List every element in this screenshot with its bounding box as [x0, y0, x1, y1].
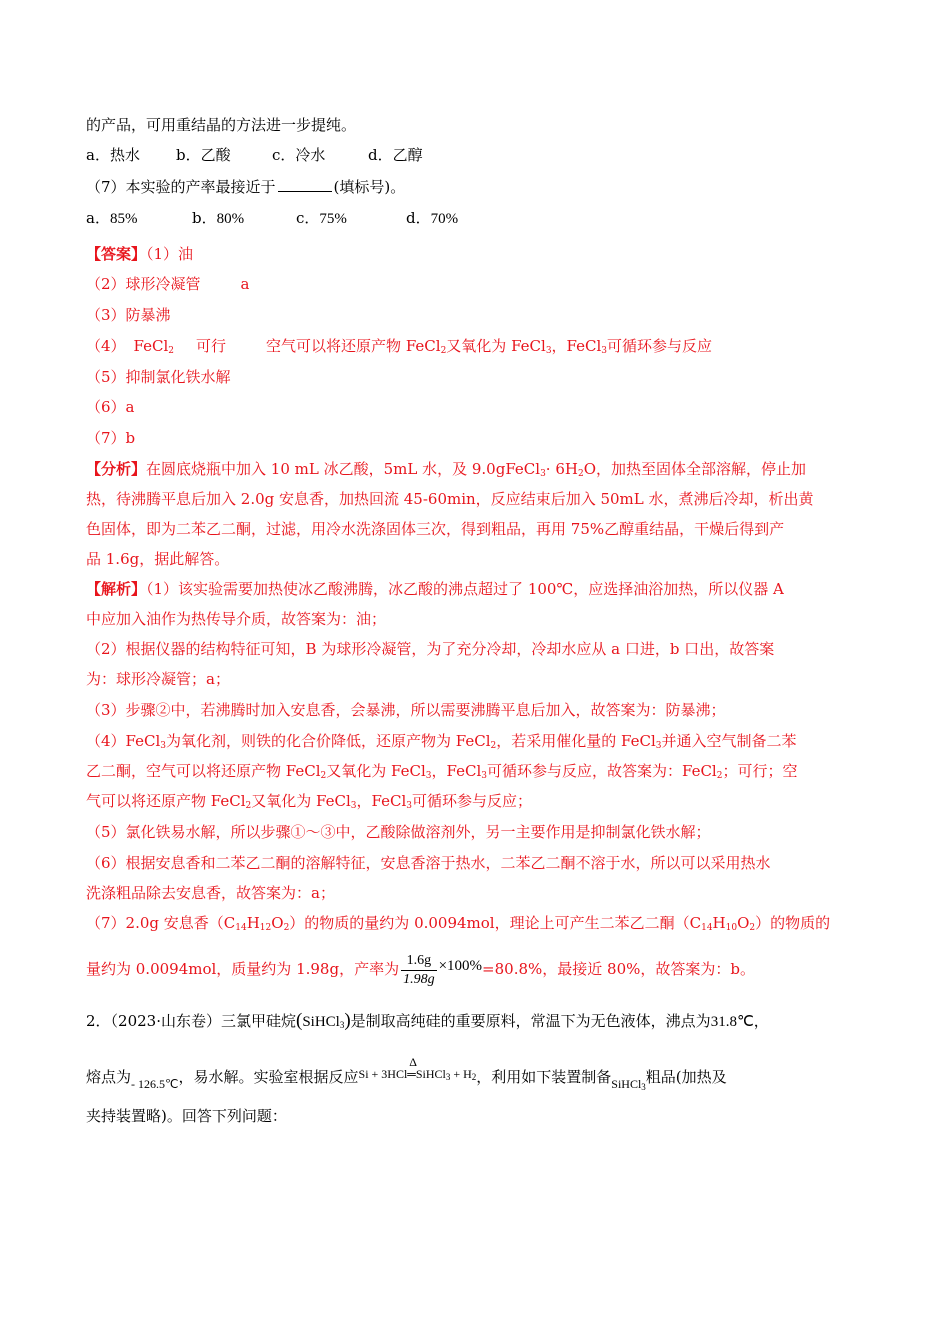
option-a: a．85%	[86, 209, 138, 227]
question2-line-1: 2．（2023·山东卷）三氯甲硅烷(SiHCl$_3$)是制取高纯硅的重要原料，常温下为无色液体，沸点为31.8℃，	[86, 1010, 769, 1031]
question-text	[86, 114, 876, 136]
explanation-7a: （7）2.0g 安息香$(C_{14}H_{12}O_2)$的物质的量约为 0.0094mol，理论上可产生二苯乙二酮$(C_{14}H_{10}O_2)$的物质的	[86, 914, 831, 933]
option-b: b．乙酸	[176, 146, 231, 164]
analysis-line-4: 品 1.6g，据此解答。	[86, 550, 230, 568]
answer-7: （7）b	[86, 429, 136, 447]
answer-5: （5）抑制氯化铁水解	[86, 368, 231, 386]
question-7	[86, 176, 876, 198]
option-a: a．热水	[86, 146, 140, 164]
answer-1: 【答案】（1）油	[86, 245, 194, 263]
answer-4: （4） FeCl$_2$ 可行 空气可以将还原产物 FeCl$_2$又氧化为 FeCl$_3$，FeCl$_3$可循环参与反应	[86, 337, 713, 356]
q7-suffix: (填标号)。	[333, 178, 406, 196]
text: 的产品，可用重结晶的方法进一步提纯。	[86, 116, 357, 134]
options-q6	[86, 144, 876, 166]
explanation-4b: 乙二酮，空气可以将还原产物 FeCl$_2$又氧化为 FeCl$_3$，FeCl$_3$可循环参与反应，故答案为：FeCl$_2$；可行；空	[86, 762, 798, 781]
explanation-2b: 为：球形冷凝管；a；	[86, 670, 230, 688]
question2-line-2: 熔点为$_{- 126.5℃}$，易水解。实验室根据反应$^{Si + 3HCl \Delta ═SiHCl_3 + H_2}$，利用如下装置制备$_{SiHCl_3}$粗品(加热及	[86, 1055, 727, 1092]
option-c: c．75%	[296, 209, 347, 227]
explanation-6a: （6）根据安息香和二苯乙二酮的溶解特征，安息香溶于热水，二苯乙二酮不溶于水，所以可以采用热水	[86, 854, 771, 872]
explanation-5: （5）氯化铁易水解，所以步骤①～③中，乙酸除做溶剂外，另一主要作用是抑制氯化铁水解；	[86, 823, 711, 841]
explanation-6b: 洗涤粗品除去安息香，故答案为：a；	[86, 884, 335, 902]
analysis-tag: 【分析】	[86, 460, 147, 478]
reaction-equation: Si + 3HCl Δ ═SiHCl3 + H2	[358, 1055, 477, 1082]
explanation-3: （3）步骤②中，若沸腾时加入安息香，会暴沸，所以需要沸腾平息后加入，故答案为：防暴沸；	[86, 701, 726, 719]
answer-tag: 【答案】	[86, 245, 147, 263]
analysis-line-3: 色固体，即为二苯乙二酮，过滤，用冷水洗涤固体三次，得到粗品，再用 75%乙醇重结晶，干燥后得到产	[86, 520, 785, 538]
explanation-7b: 量约为 0.0094mol，质量约为 1.98g，产率为 $\frac{1.6g}{1.98g}$ ×100%=80.8%，最接近 80%，故答案为：b。	[86, 952, 755, 987]
explanation-4c: 气可以将还原产物 FeCl$_2$又氧化为 FeCl$_3$，FeCl$_3$可循环参与反应；	[86, 792, 532, 811]
options-q7	[86, 207, 876, 230]
option-b: b．80%	[192, 209, 245, 227]
answer-3: （3）防暴沸	[86, 306, 171, 324]
explanation-1b: 中应加入油作为热传导介质，故答案为：油；	[86, 610, 387, 628]
question2-line-3: 夹持装置略)。回答下列问题：	[86, 1107, 287, 1125]
formula-sihcl3: (SiHCl$_3$)	[296, 1010, 351, 1031]
explanation-1a: 【解析】（1）该实验需要加热使冰乙酸沸腾，冰乙酸的沸点超过了 100℃，应选择油浴加热，所以仪器 A	[86, 580, 784, 598]
yield-fraction: $\frac{1.6g}{1.98g}$	[403, 952, 435, 987]
option-d: d．乙醇	[368, 146, 423, 164]
answer-2: （2）球形冷凝管 a	[86, 275, 250, 293]
analysis-line-2: 热，待沸腾平息后加入 2.0g 安息香，加热回流 45-60min，反应结束后加入 50mL 水，煮沸后冷却，析出黄	[86, 490, 814, 508]
explanation-4a: （4）FeCl$_3$为氧化剂，则铁的化合价降低，还原产物为 FeCl$_2$，若采用催化量的 FeCl$_3$并通入空气制备二苯	[86, 732, 797, 751]
explanation-2a: （2）根据仪器的结构特征可知，B 为球形冷凝管，为了充分冷却，冷却水应从 a 口进，b 口出，故答案	[86, 640, 775, 658]
answer-6: （6）a	[86, 398, 135, 416]
answer-blank	[278, 177, 332, 192]
explanation-tag: 【解析】	[86, 580, 147, 598]
option-d: d．70%	[406, 209, 459, 227]
q7-prefix: （7）本实验的产率最接近于	[86, 178, 276, 196]
option-c: c．冷水	[272, 146, 326, 164]
analysis-line-1: 【分析】在圆底烧瓶中加入 10 mL 冰乙酸，5mL 水，及 9.0gFeCl$_3$· $6H_2O$，加热至固体全部溶解，停止加	[86, 460, 807, 479]
